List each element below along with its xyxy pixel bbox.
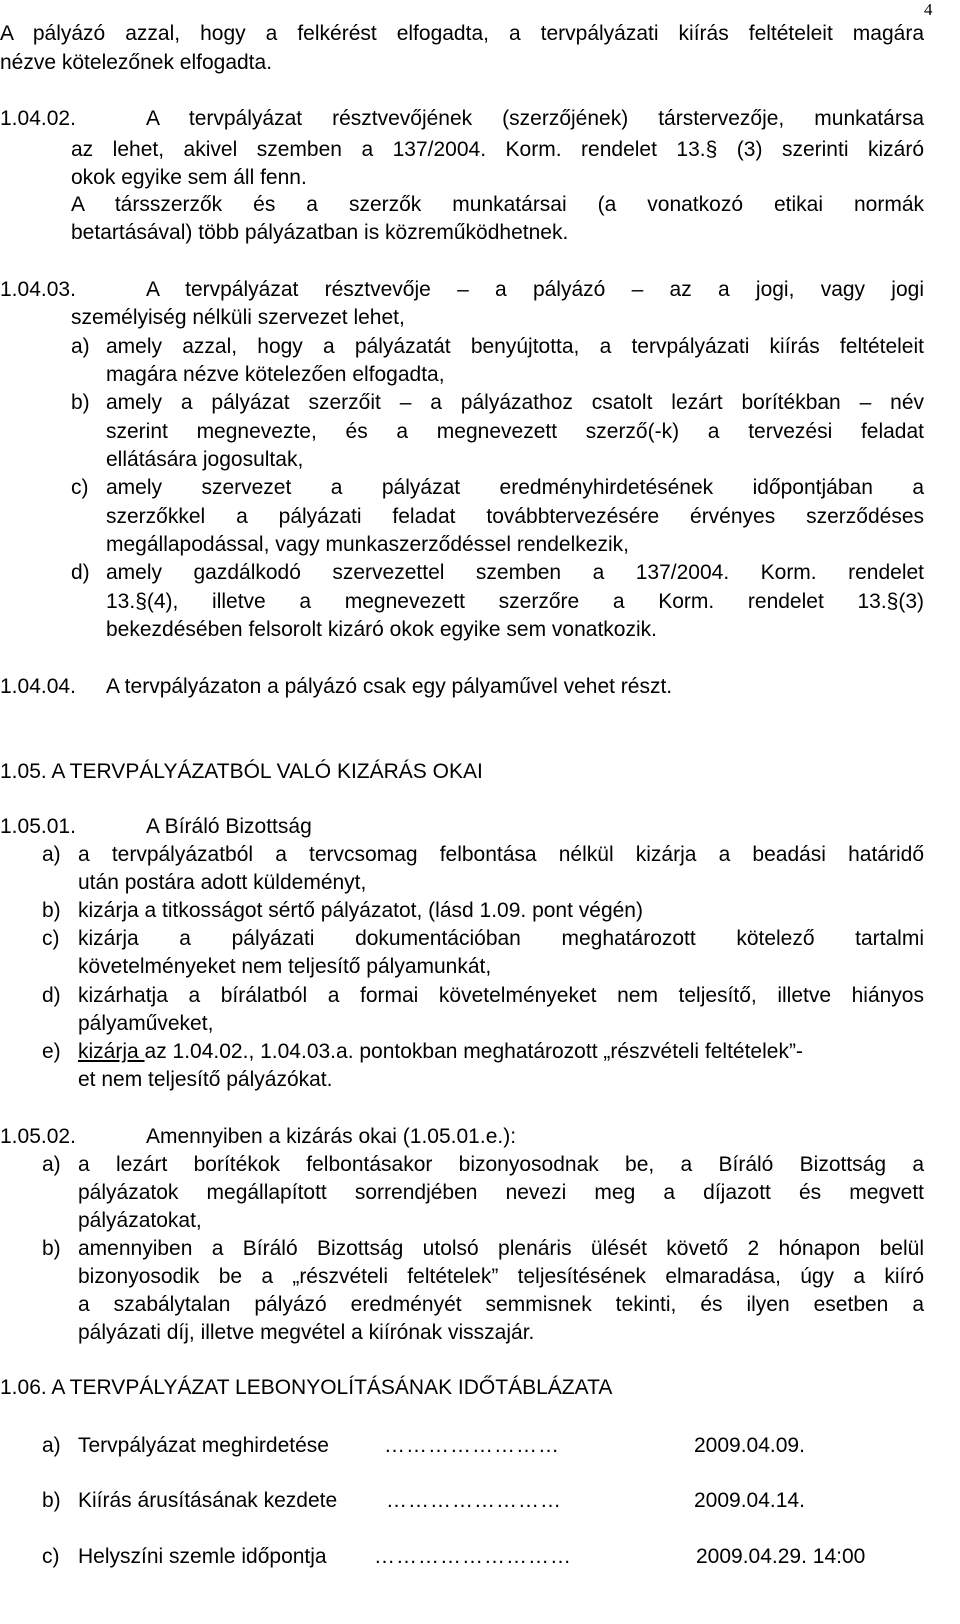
list-item-line: megállapodással, vagy munkaszerződéssel rendelkezik, xyxy=(106,533,629,556)
list-item-line: bizonyosodik be a „részvételi feltételek” teljesítésének elmaradása, úgy a kiíró xyxy=(78,1265,924,1288)
list-item-line: kizárja a pályázati dokumentációban meghatározott kötelező tartalmi xyxy=(78,927,924,950)
schedule-marker: b) xyxy=(42,1489,61,1512)
list-item-line: pályázatok megállapított sorrendjében nevezi meg a díjazott és megvett xyxy=(78,1181,924,1204)
list-marker: a) xyxy=(42,843,61,866)
section-heading: 1.06. A TERVPÁLYÁZAT LEBONYOLÍTÁSÁNAK IDŐTÁBLÁZATA xyxy=(0,1376,613,1399)
schedule-leader: …………………… xyxy=(386,1489,562,1512)
list-item-line: a lezárt borítékok felbontásakor bizonyosodnak be, a Bíráló Bizottság a xyxy=(78,1153,924,1176)
section-number: 1.04.04. xyxy=(0,675,76,698)
list-item-line: et nem teljesítő pályázókat. xyxy=(78,1068,333,1091)
intro-line-2: nézve kötelezőnek elfogadta. xyxy=(0,51,273,74)
list-item-line: az 1.04.02., 1.04.03.a. pontokban meghatározott „részvételi feltételek”- xyxy=(144,1040,803,1063)
list-item-line: magára nézve kötelezően elfogadta, xyxy=(106,363,445,386)
list-item-line: amely szervezet a pályázat eredményhirdetésének időpontjában a xyxy=(106,476,924,499)
list-item-line: a tervpályázatból a tervcsomag felbontása nélkül kizárja a beadási határidő xyxy=(78,843,924,866)
list-marker: a) xyxy=(42,1153,61,1176)
list-item-line: 13.§(4), illetve a megnevezett szerzőre a Korm. rendelet 13.§(3) xyxy=(106,590,924,613)
list-marker: c) xyxy=(71,476,89,499)
list-item-line: kizárhatja a bírálatból a formai követelményeket nem teljesítő, illetve hiányos xyxy=(78,984,924,1007)
paragraph-line: A tervpályázat résztvevője – a pályázó – az a jogi, vagy jogi xyxy=(146,278,924,301)
paragraph-line: az lehet, akivel szemben a 137/2004. Korm. rendelet 13.§ (3) szerinti kizáró xyxy=(71,138,924,161)
list-marker: b) xyxy=(42,1237,61,1260)
section-heading: 1.05. A TERVPÁLYÁZATBÓL VALÓ KIZÁRÁS OKAI xyxy=(0,760,483,783)
list-item-line: amennyiben a Bíráló Bizottság utolsó plenáris ülését követő 2 hónapon belül xyxy=(78,1237,924,1260)
section-number: 1.04.03. xyxy=(0,278,76,301)
schedule-label: Kiírás árusításának kezdete xyxy=(78,1489,338,1512)
section-title: A Bíráló Bizottság xyxy=(146,815,312,838)
section-number: 1.05.02. xyxy=(0,1125,76,1148)
list-item-line: pályázatokat, xyxy=(78,1209,202,1232)
paragraph-line: A társszerzők és a szerzők munkatársai (a vonatkozó etikai normák xyxy=(71,193,924,216)
list-item-line: szerint megnevezte, és a megnevezett szerző(-k) a tervezési feladat xyxy=(106,420,924,443)
list-item-line: ellátására jogosultak, xyxy=(106,448,304,471)
list-item-line: amely gazdálkodó szervezettel szemben a 137/2004. Korm. rendelet xyxy=(106,561,924,584)
schedule-date: 2009.04.14. xyxy=(694,1489,805,1512)
schedule-date: 2009.04.29. 14:00 xyxy=(696,1545,866,1568)
list-item-line: kizárja a titkosságot sértő pályázatot, (lásd 1.09. pont végén) xyxy=(78,899,643,922)
list-item-line: után postára adott küldeményt, xyxy=(78,871,367,894)
list-item-line: amely a pályázat szerzőit – a pályázathoz csatolt lezárt borítékban – név xyxy=(106,391,924,414)
paragraph-line: betartásával) több pályázatban is közreműködhetnek. xyxy=(71,221,569,244)
list-item-line: pályaműveket, xyxy=(78,1012,214,1035)
paragraph-line: A tervpályázat résztvevőjének (szerzőjének) társtervezője, munkatársa xyxy=(146,107,924,130)
schedule-date: 2009.04.09. xyxy=(694,1434,805,1457)
section-title: Amennyiben a kizárás okai (1.05.01.e.): xyxy=(146,1125,517,1148)
list-marker: b) xyxy=(42,899,61,922)
list-marker: e) xyxy=(42,1040,61,1063)
list-item-line: bekezdésében felsorolt kizáró okok egyike sem vonatkozik. xyxy=(106,618,657,641)
paragraph-line: személyiség nélküli szervezet lehet, xyxy=(71,306,405,329)
list-marker: d) xyxy=(71,561,90,584)
paragraph-line: A tervpályázaton a pályázó csak egy pályaművel vehet részt. xyxy=(106,675,673,698)
list-marker: d) xyxy=(42,984,61,1007)
schedule-label: Helyszíni szemle időpontja xyxy=(78,1545,327,1568)
paragraph-line: okok egyike sem áll fenn. xyxy=(71,166,307,189)
schedule-marker: a) xyxy=(42,1434,61,1457)
intro-line-1: A pályázó azzal, hogy a felkérést elfogadta, a tervpályázati kiírás feltételeit magára xyxy=(0,22,924,45)
schedule-leader: ……………………… xyxy=(374,1545,572,1568)
list-item-line: pályázati díj, illetve megvétel a kiírónak visszajár. xyxy=(78,1321,535,1344)
schedule-label: Tervpályázat meghirdetése xyxy=(78,1434,329,1457)
list-item-line: amely azzal, hogy a pályázatát benyújtotta, a tervpályázati kiírás feltételeit xyxy=(106,335,924,358)
schedule-marker: c) xyxy=(42,1545,60,1568)
list-item-line: követelményeket nem teljesítő pályamunkát, xyxy=(78,955,492,978)
section-number: 1.04.02. xyxy=(0,107,76,130)
list-item-line: szerzőkkel a pályázati feladat továbbtervezésére érvényes szerződéses xyxy=(106,505,924,528)
underlined-word: kizárja xyxy=(78,1040,145,1063)
section-number: 1.05.01. xyxy=(0,815,76,838)
list-marker: a) xyxy=(71,335,90,358)
page-number: 4 xyxy=(924,0,933,19)
list-marker: b) xyxy=(71,391,90,414)
schedule-leader: …………………… xyxy=(384,1434,560,1457)
list-item-line: a szabálytalan pályázó eredményét semmisnek tekinti, és ilyen esetben a xyxy=(78,1293,924,1316)
list-marker: c) xyxy=(42,927,60,950)
